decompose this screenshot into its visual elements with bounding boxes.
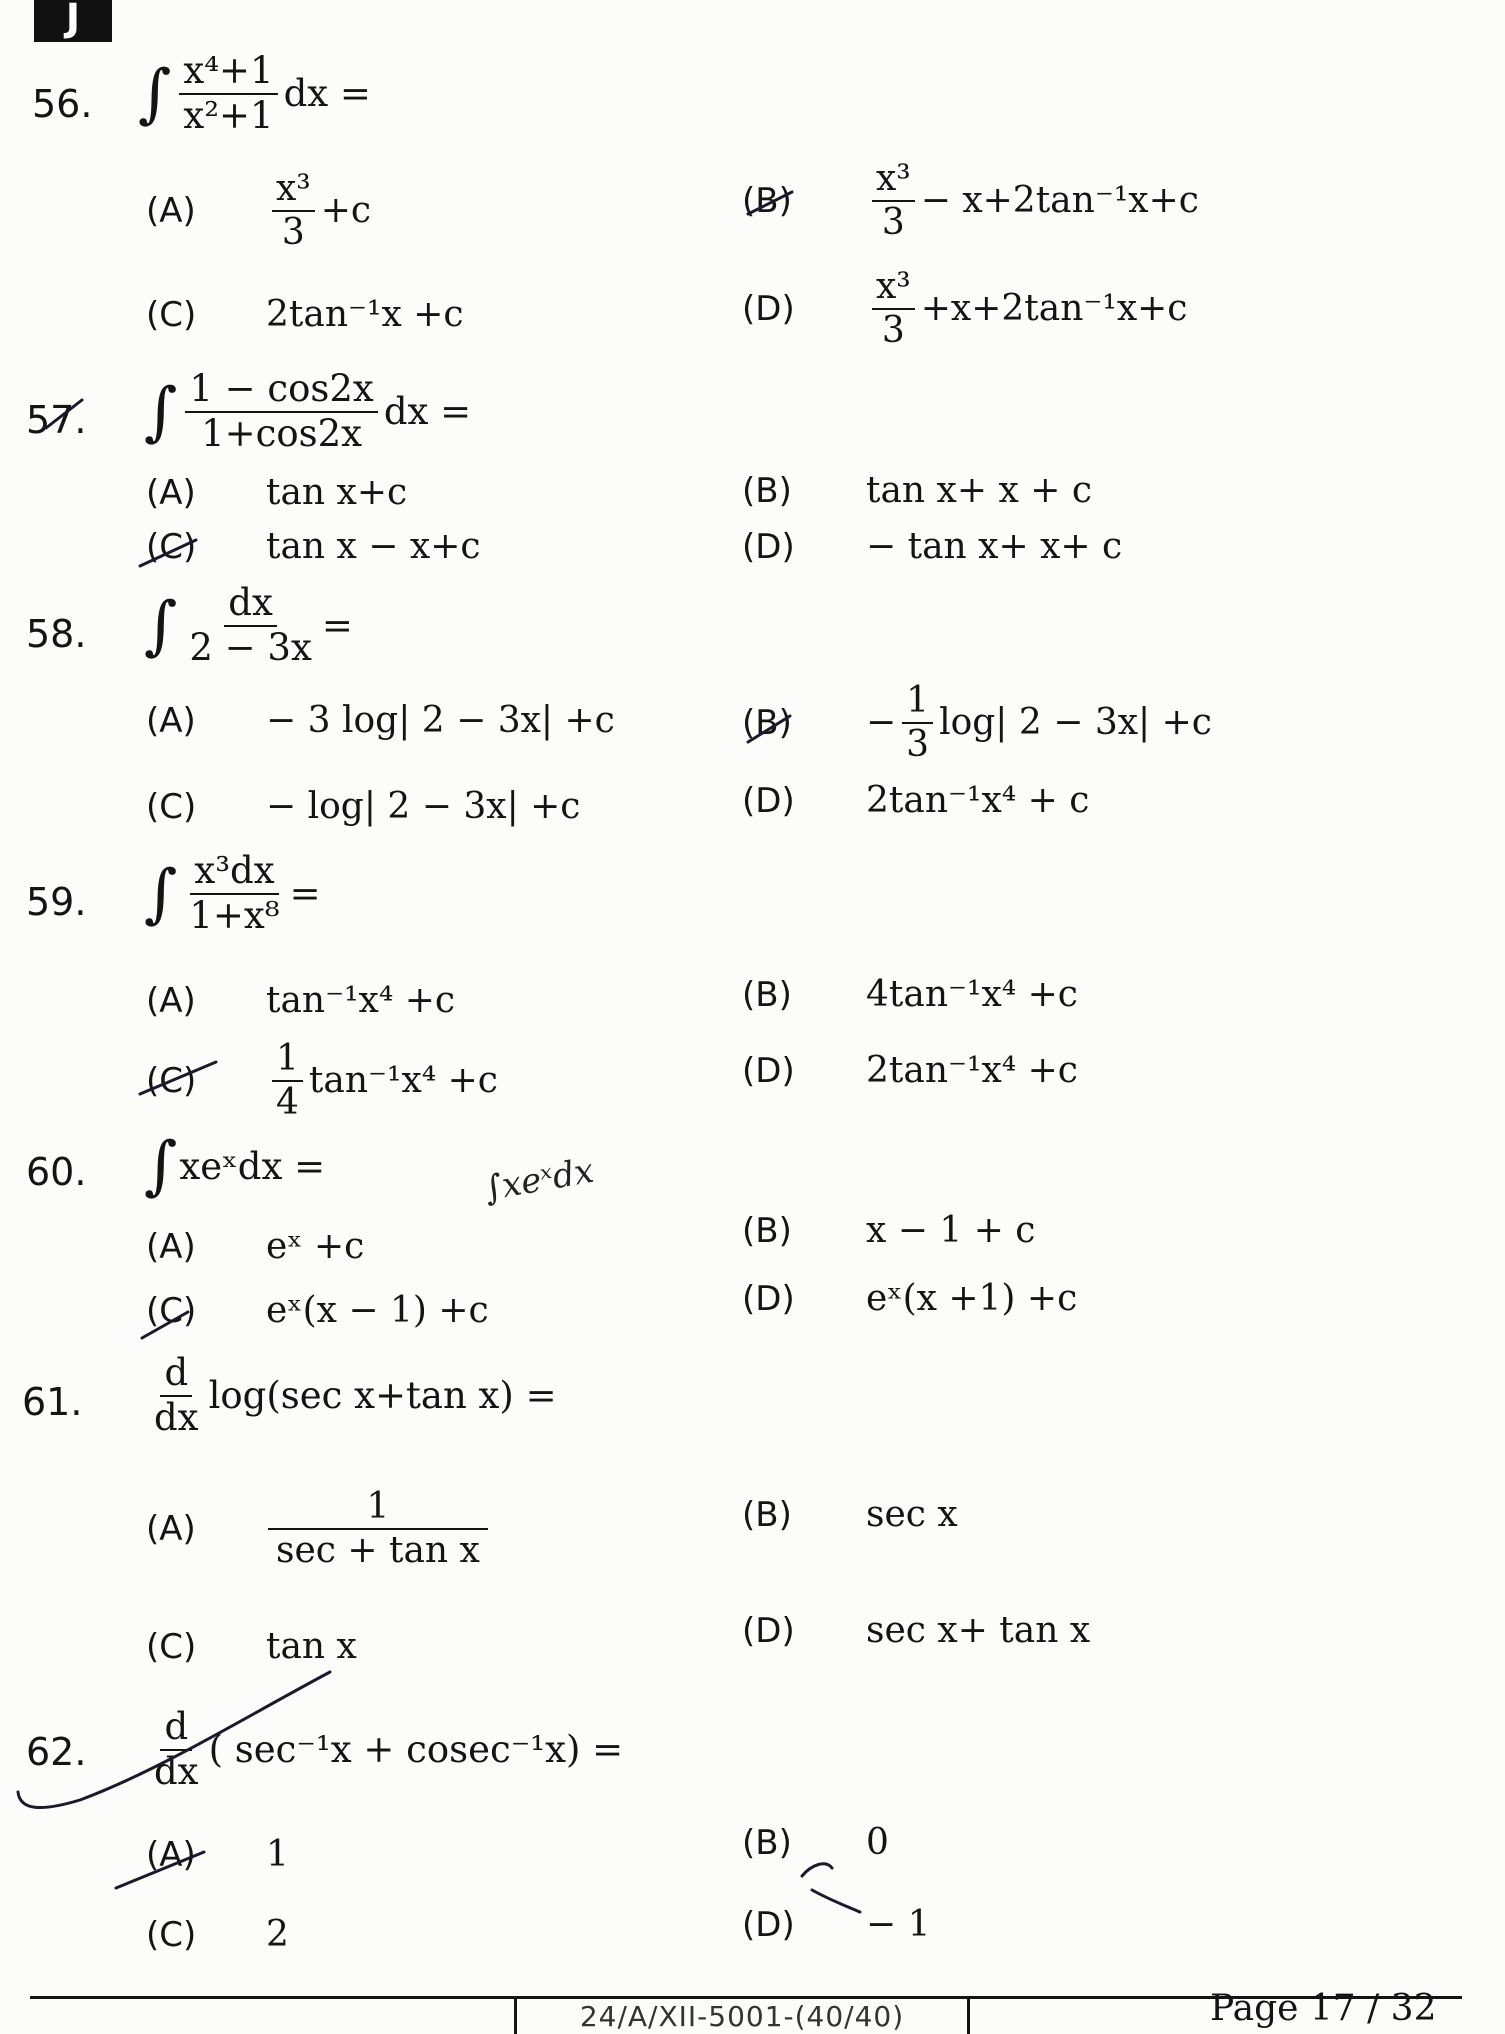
option-label: (B): [742, 1822, 792, 1863]
handwritten-note: ∫xeˣdx: [481, 1150, 597, 1210]
option-label: (D): [742, 1050, 795, 1091]
option-answer: 0: [866, 1822, 889, 1863]
stem-tail: dx =: [283, 72, 371, 116]
option-d[interactable]: [742, 1610, 1090, 1651]
option-answer: eˣ(x − 1) +c: [266, 1290, 489, 1331]
option-label: (B): [742, 180, 792, 221]
option-answer: $\frac{1}{\text{sec + tan x}}$: [266, 1488, 490, 1570]
stem-fraction: $\frac{1 - \cos 2x}{1+\cos 2x}$: [185, 370, 377, 454]
option-c[interactable]: [146, 526, 481, 567]
option-d[interactable]: [742, 1050, 1078, 1091]
option-label: (C): [146, 1060, 197, 1101]
option-answer: eˣ +c: [266, 1226, 365, 1267]
option-answer: − $\frac{1}{3}$ log| 2 − 3x| +c: [866, 680, 1212, 765]
option-answer: − 1: [866, 1904, 931, 1945]
option-b[interactable]: [742, 974, 1078, 1015]
stem-fraction: $\frac{\text{x³dx}}{\text{1+x⁸}}$: [189, 849, 280, 937]
option-answer: − tan x+ x+ c: [866, 526, 1123, 567]
option-answer: 1: [266, 1834, 289, 1875]
option-d[interactable]: [742, 780, 1089, 821]
option-a[interactable]: [146, 1226, 364, 1267]
option-label: (B): [742, 1210, 792, 1251]
option-label: (B): [742, 702, 792, 743]
option-answer: 2: [266, 1914, 289, 1955]
page-number: Page 17 / 32: [1210, 1988, 1437, 2029]
stem-tail: log(sec x+tan x) =: [208, 1374, 557, 1418]
option-c[interactable]: [146, 1914, 289, 1955]
option-label: (D): [742, 1904, 795, 1945]
option-answer: sec x+ tan x: [866, 1610, 1091, 1651]
integral-sign: ∫: [144, 588, 178, 663]
option-a[interactable]: [146, 700, 615, 741]
set-badge: J: [34, 0, 112, 42]
stem-fraction: $\frac{d}{dx}$: [154, 1705, 199, 1793]
question-stem: [144, 581, 353, 669]
option-label: (D): [742, 288, 795, 329]
option-answer: tan x+c: [266, 472, 408, 513]
question-number: 61.: [22, 1380, 83, 1424]
stem-tail: =: [321, 604, 353, 648]
option-label: (D): [742, 526, 795, 567]
option-label: (B): [742, 1494, 792, 1535]
option-label: (B): [742, 974, 792, 1015]
option-label: (C): [146, 1626, 197, 1667]
option-answer: − log| 2 − 3x| +c: [266, 786, 581, 827]
option-answer: − 3 log| 2 − 3x| +c: [266, 700, 615, 741]
option-answer: sec x: [866, 1494, 958, 1535]
question-stem: [144, 1351, 557, 1439]
integral-sign: ∫: [138, 56, 172, 131]
stem-text: xeˣdx =: [179, 1144, 326, 1188]
question-stem: [138, 49, 371, 137]
question-stem: [144, 849, 321, 937]
stem-tail: ( sec⁻¹x + cosec⁻¹x) =: [208, 1728, 624, 1772]
stem-tail: =: [289, 872, 321, 916]
option-answer: tan x − x+c: [266, 526, 481, 567]
integral-sign: ∫: [144, 1129, 178, 1203]
option-a[interactable]: [146, 1834, 289, 1875]
option-label: (A): [146, 1834, 196, 1875]
option-d[interactable]: [742, 268, 1187, 350]
option-a[interactable]: [146, 980, 455, 1021]
option-label: (D): [742, 1278, 795, 1319]
question-number: 59.: [26, 880, 87, 924]
option-c[interactable]: [146, 786, 580, 827]
option-label: (A): [146, 980, 196, 1021]
option-answer: 4tan⁻¹x⁴ +c: [866, 974, 1078, 1015]
option-a[interactable]: [146, 472, 407, 513]
option-answer: 2tan⁻¹x⁴ +c: [866, 1050, 1078, 1091]
option-c[interactable]: [146, 1040, 498, 1122]
option-a[interactable]: [146, 1488, 490, 1570]
option-b[interactable]: [742, 1822, 889, 1863]
option-label: (C): [146, 294, 197, 335]
question-number: 57.: [26, 398, 87, 442]
option-label: (C): [146, 1290, 197, 1331]
option-answer: 2tan⁻¹x +c: [266, 294, 464, 335]
option-d[interactable]: [742, 1904, 931, 1945]
question-stem: [144, 1129, 326, 1203]
option-c[interactable]: [146, 294, 464, 335]
integral-sign: ∫: [144, 374, 178, 449]
option-answer: $\frac{\text{x³}}{3}$ +x+2tan⁻¹x+c: [866, 268, 1187, 350]
stem-fraction: $\frac{dx}{2 - 3x}$: [189, 581, 312, 669]
option-b[interactable]: [742, 1494, 958, 1535]
option-d[interactable]: [742, 526, 1122, 567]
option-label: (C): [146, 1914, 197, 1955]
option-b[interactable]: [742, 682, 1212, 764]
option-answer: $\frac{1}{4}$ tan⁻¹x⁴ +c: [266, 1040, 498, 1122]
option-answer: x − 1 + c: [866, 1210, 1036, 1251]
option-answer: tan x+ x + c: [866, 470, 1092, 511]
option-d[interactable]: [742, 1278, 1077, 1319]
option-b[interactable]: [742, 470, 1092, 511]
option-c[interactable]: [146, 1290, 489, 1331]
paper-code: 24/A/XII-5001-(40/40): [514, 1998, 970, 2034]
question-stem: [144, 367, 472, 455]
option-label: (A): [146, 1508, 196, 1549]
stem-fraction: $\frac{\text{x⁴+1}}{\text{x²+1}}$: [179, 52, 277, 136]
question-stem: [144, 1705, 624, 1793]
stem-fraction: $\frac{d}{dx}$: [154, 1351, 199, 1439]
option-answer: eˣ(x +1) +c: [866, 1278, 1078, 1319]
option-answer: tan x: [266, 1626, 357, 1667]
option-label: (C): [146, 526, 197, 567]
integral-sign: ∫: [144, 856, 178, 931]
option-label: (A): [146, 190, 196, 231]
option-a[interactable]: [146, 170, 371, 252]
option-label: (C): [146, 786, 197, 827]
option-b[interactable]: [742, 1210, 1035, 1251]
option-label: (A): [146, 472, 196, 513]
question-number: 56.: [32, 82, 93, 126]
option-answer: $\frac{\text{x³}}{3}$ +c: [266, 170, 371, 252]
option-label: (A): [146, 700, 196, 741]
question-number: 62.: [26, 1730, 87, 1774]
option-label: (A): [146, 1226, 196, 1267]
option-label: (B): [742, 470, 792, 511]
option-c[interactable]: [146, 1626, 357, 1667]
stem-tail: dx =: [383, 390, 472, 434]
option-answer: $\frac{\text{x³}}{3}$ − x+2tan⁻¹x+c: [866, 160, 1199, 242]
question-number: 58.: [26, 612, 87, 656]
option-answer: tan⁻¹x⁴ +c: [266, 980, 456, 1021]
option-label: (D): [742, 780, 795, 821]
option-label: (D): [742, 1610, 795, 1651]
option-b[interactable]: [742, 160, 1199, 242]
option-answer: 2tan⁻¹x⁴ + c: [866, 780, 1090, 821]
question-number: 60.: [26, 1150, 87, 1194]
